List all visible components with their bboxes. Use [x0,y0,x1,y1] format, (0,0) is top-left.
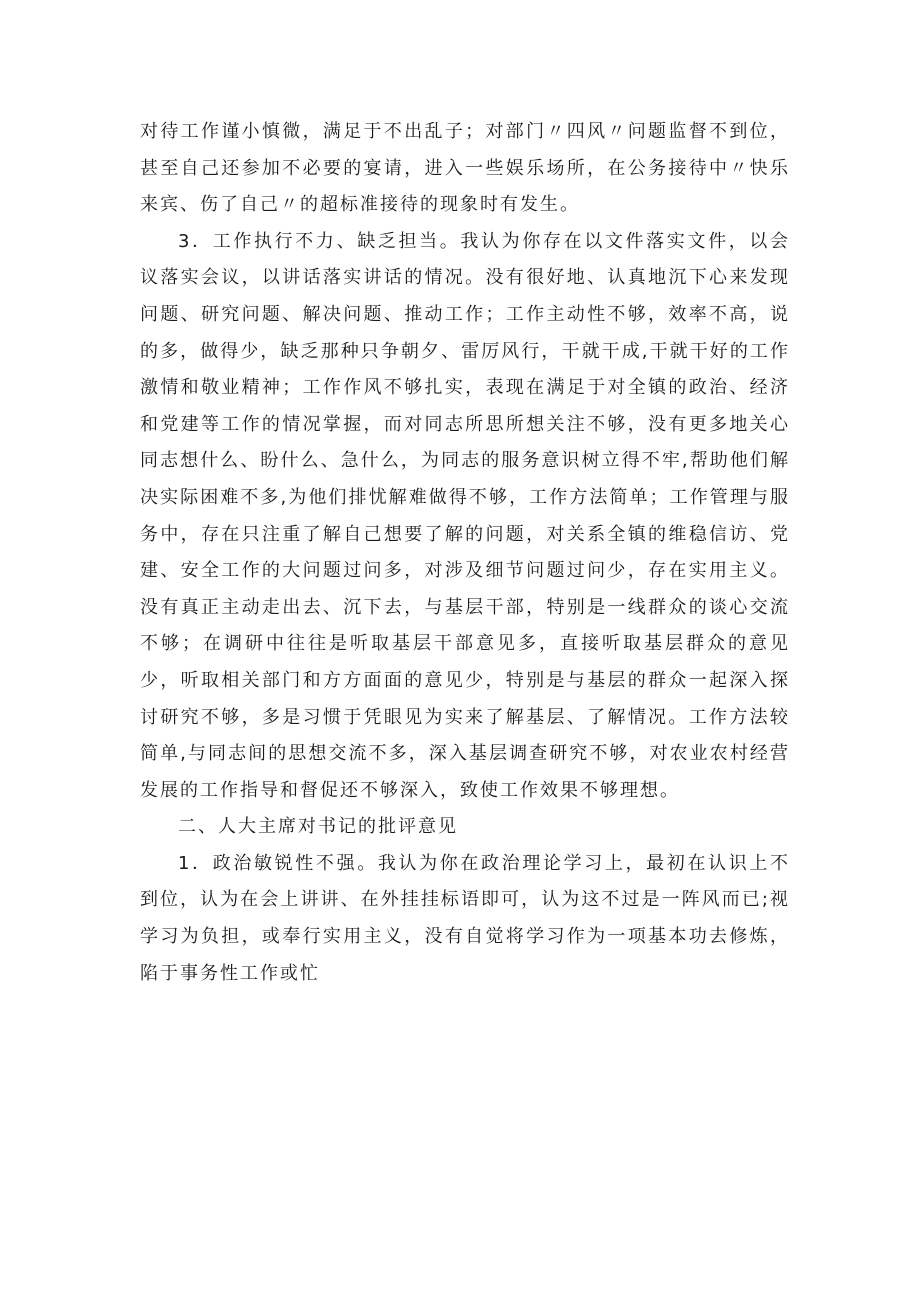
paragraph-item-1: 1．政治敏锐性不强。我认为你在政治理论学习上，最初在认识上不到位，认为在会上讲讲、在外挂挂标语即可，认为这不过是一阵风而已;视学习为负担，或奉行实用主义，没有自觉将学习作为一项基本功去修炼，陷于事务性工作或忙 [140,852,790,984]
document-body [140,114,790,992]
section-heading: 二、人大主席对书记的批评意见 [178,816,458,838]
paragraph-continuation: 对待工作谨小慎微，满足于不出乱子；对部门〃四风〃问题监督不到位，甚至自己还参加不必要的宴请，进入一些娱乐场所，在公务接待中〃快乐来宾、伤了自己〃的超标准接待的现象时有发生。 [140,121,790,216]
paragraph-item-3: 3．工作执行不力、缺乏担当。我认为你存在以文件落实文件，以会议落实会议，以讲话落实讲话的情况。没有很好地、认真地沉下心来发现问题、研究问题、解决问题、推动工作；工作主动性不够，效率不高，说的多，做得少，缺乏那种只争朝夕、雷厉风行，干就干成,干就干好的工作激情和敬业精神；工作作风不够扎实，表现在满足于对全镇的政治、经济和党建等工作的情况掌握，而对同志所思所想关注不够，没有更多地关心同志想什么、盼什么、急什么，为同志的服务意识树立得不牢,帮助他们解决实际困难不多,为他们排忧解难做得不够，工作方法简单；工作管理与服务中，存在只注重了解自己想要了解的问题，对关系全镇的维稳信访、党建、安全工作的大问题过问多，对涉及细节问题过问少，存在实用主义。没有真正主动走出去、沉下去，与基层干部，特别是一线群众的谈心交流不够；在调研中往往是听取基层干部意见多，直接听取基层群众的意见少，听取相关部门和方方面面的意见少，特别是与基层的群众一起深入探讨研究不够，多是习惯于凭眼见为实来了解基层、了解情况。工作方法较简单,与同志间的思想交流不多，深入基层调查研究不够，对农业农村经营发展的工作指导和督促还不够深入，致使工作效果不够理想。 [140,230,790,801]
